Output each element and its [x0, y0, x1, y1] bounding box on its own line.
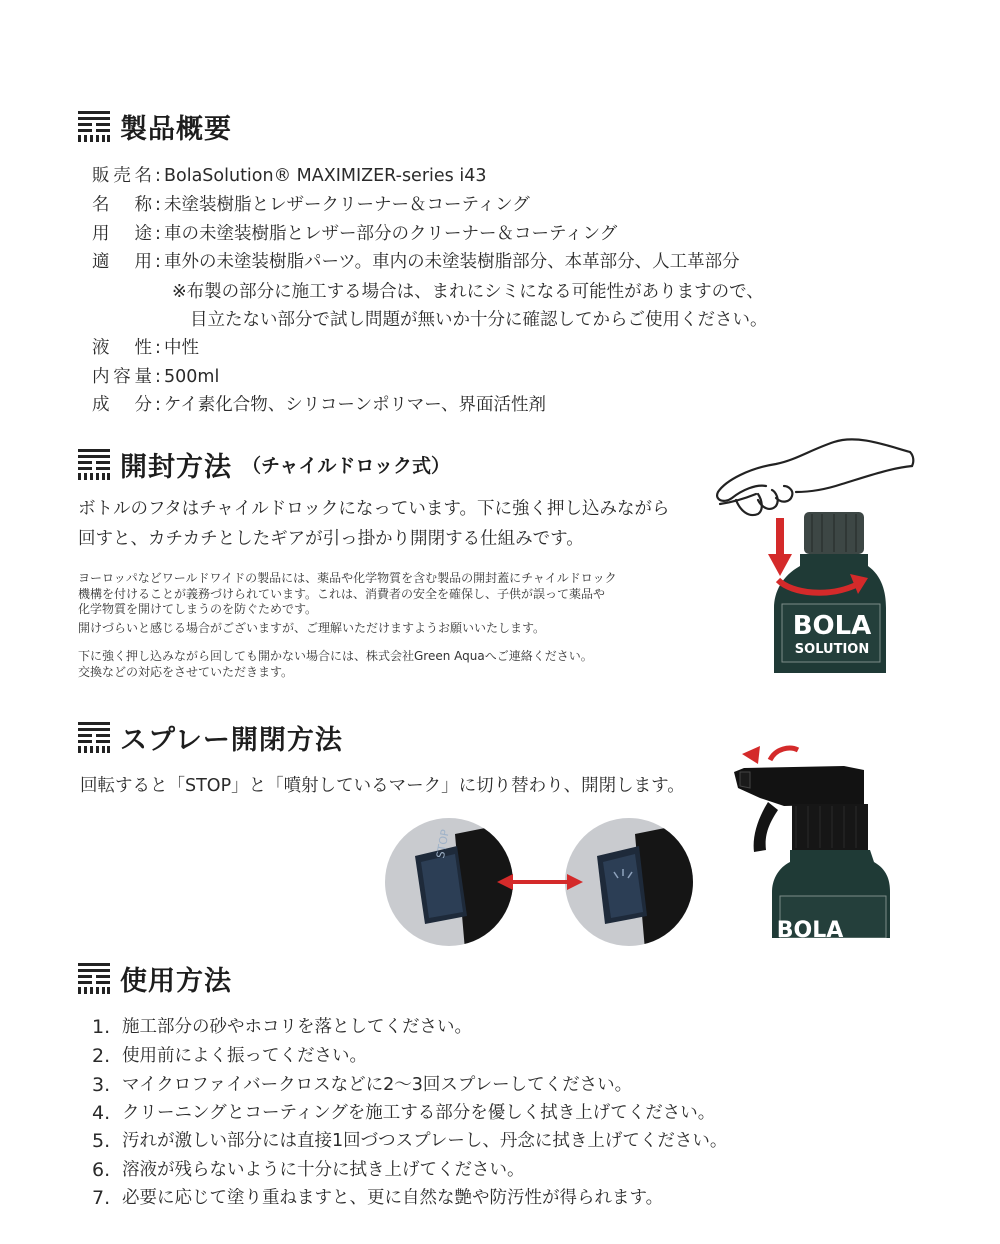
- nozzle-stop-text: STOP: [434, 828, 452, 860]
- rotate-arrow-icon: [770, 748, 798, 760]
- section-title: 使用方法: [120, 965, 232, 997]
- nozzle-spray-image: [565, 816, 695, 950]
- usage-step: [92, 1042, 367, 1070]
- spec-label: 名称: [92, 195, 152, 215]
- usage-step: [92, 1099, 715, 1127]
- usage-step: [92, 1013, 472, 1041]
- spec-row-title: 名称 : 未塗装樹脂とレザークリーナー＆コーティング: [92, 192, 530, 218]
- spec-value: 中性: [164, 338, 199, 358]
- section-subtitle: （チャイルドロック式）: [242, 454, 451, 477]
- section-title: スプレー開閉方法: [120, 724, 343, 756]
- opening-contact-line: 交換などの対応をさせていただきます。: [78, 665, 294, 679]
- spec-label: 適用: [92, 252, 152, 272]
- opening-note-line: 化学物質を開けてしまうのを防ぐためです。: [78, 602, 318, 616]
- spec-note-line1: ※布製の部分に施工する場合は、まれにシミになる可能性がありますので、: [172, 282, 764, 302]
- spec-row-ph: 液性 : 中性: [92, 335, 199, 361]
- step-number: 5.: [92, 1130, 111, 1152]
- spec-note-line2: 目立たない部分で試し問題が無いか十分に確認してからご使用ください。: [190, 310, 768, 330]
- spec-value: 未塗装樹脂とレザークリーナー＆コーティング: [164, 195, 530, 215]
- bottle-label-solution: SOLUTION: [794, 642, 870, 657]
- spec-row-volume: 内容量 : 500ml: [92, 364, 219, 390]
- spec-label: 用途: [92, 224, 152, 244]
- step-number: 1.: [92, 1016, 111, 1038]
- usage-step: [92, 1127, 727, 1155]
- opening-paragraph-line2: 回すと、カチカチとしたギアが引っ掛かり開閉する仕組みです。: [78, 529, 584, 549]
- step-number: 3.: [92, 1074, 111, 1096]
- usage-step: [92, 1071, 632, 1099]
- bottle-label-bola: BOLA: [792, 611, 872, 641]
- spec-value: BolaSolution® MAXIMIZER-series i43: [164, 166, 487, 186]
- step-text: クリーニングとコーティングを施工する部分を優しく拭き上げてください。: [122, 1103, 716, 1123]
- spec-label: 液性: [92, 338, 152, 358]
- section-spray-header: [78, 717, 343, 757]
- spec-value: 500ml: [164, 367, 220, 387]
- spec-row-ingredients: 成分 : ケイ素化合物、シリコーンポリマー、界面活性剤: [92, 392, 546, 418]
- step-text: マイクロファイバークロスなどに2〜3回スプレーしてください。: [122, 1075, 633, 1095]
- spec-label: 内容量: [92, 367, 152, 387]
- step-number: 4.: [92, 1102, 111, 1124]
- bars-logo-icon: [78, 721, 110, 753]
- step-number: 2.: [92, 1045, 111, 1067]
- hand-press-icon: [717, 439, 913, 515]
- usage-step: [92, 1184, 663, 1212]
- spec-value: ケイ素化合物、シリコーンポリマー、界面活性剤: [164, 395, 547, 415]
- step-text: 施工部分の砂やホコリを落としてください。: [122, 1017, 472, 1037]
- step-text: 使用前によく振ってください。: [122, 1046, 367, 1066]
- step-number: 7.: [92, 1187, 111, 1209]
- step-text: 汚れが激しい部分には直接1回づつスプレーし、丹念に拭き上げてください。: [122, 1131, 728, 1151]
- section-overview-header: [78, 106, 232, 146]
- nozzle-comparison: [385, 816, 695, 950]
- spray-bottle-label: BOLA: [776, 918, 844, 938]
- spec-value: 車の未塗装樹脂とレザー部分のクリーナー＆コーティング: [164, 224, 618, 244]
- spec-row-apply: 適用 : 車外の未塗装樹脂パーツ。車内の未塗装樹脂部分、本革部分、人工革部分: [92, 249, 740, 275]
- opening-paragraph-line1: ボトルのフタはチャイルドロックになっています。下に強く押し込みながら: [78, 499, 670, 519]
- step-text: 溶液が残らないように十分に拭き上げてください。: [122, 1160, 525, 1180]
- opening-note-line: ヨーロッパなどワールドワイドの製品には、薬品や化学物質を含む製品の開封蓋にチャイルドロック: [78, 571, 617, 585]
- spec-value: 車外の未塗装樹脂パーツ。車内の未塗装樹脂部分、本革部分、人工革部分: [164, 252, 740, 272]
- step-text: 必要に応じて塗り重ねますと、更に自然な艶や防汚性が得られます。: [122, 1188, 664, 1208]
- spec-row-use: 用途 : 車の未塗装樹脂とレザー部分のクリーナー＆コーティング: [92, 221, 617, 247]
- spray-description: 回転すると「STOP」と「噴射しているマーク」に切り替わり、開閉します。: [80, 776, 685, 796]
- spec-label: 販売名: [92, 166, 152, 186]
- bars-logo-icon: [78, 448, 110, 480]
- bars-logo-icon: [78, 962, 110, 994]
- usage-step: [92, 1156, 525, 1184]
- bars-logo-icon: [78, 110, 110, 142]
- section-title: 開封方法: [120, 451, 232, 483]
- spray-bottle-image: [724, 742, 894, 938]
- spec-row-name: 販売名 : BolaSolution® MAXIMIZER-series i43: [92, 163, 486, 189]
- opening-note-line: 機構を付けることが義務づけられています。これは、消費者の安全を確保し、子供が誤って薬品や: [78, 587, 606, 601]
- spec-label: 成分: [92, 395, 152, 415]
- section-usage-header: [78, 958, 232, 998]
- step-number: 6.: [92, 1159, 111, 1181]
- section-title: 製品概要: [120, 113, 232, 145]
- opening-note-line: 開けづらいと感じる場合がございますが、ご理解いただけますようお願いいたします。: [78, 621, 546, 635]
- section-opening-header: [78, 444, 450, 484]
- opening-contact-line: 下に強く押し込みながら回しても開かない場合には、株式会社Green Aquaへご連絡ください。: [78, 649, 593, 663]
